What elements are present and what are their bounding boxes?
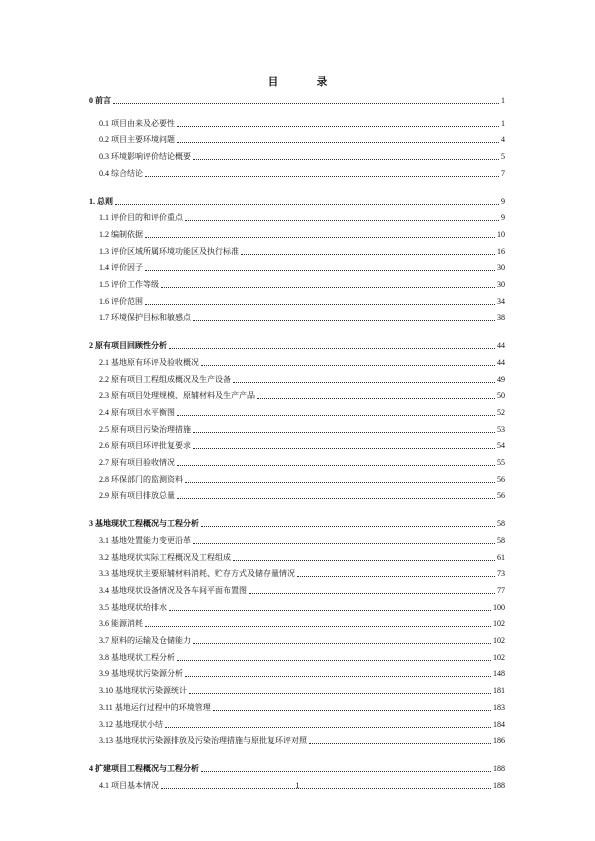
toc-entry-label: 2.7 原有项目验收情况 — [99, 458, 175, 467]
toc-chapter-entry[interactable] — [89, 196, 505, 208]
toc-entry-page: 102 — [493, 636, 505, 645]
toc-section-entry[interactable] — [99, 134, 505, 146]
toc-entry-label: 3 基地现状工程概况与工程分析 — [89, 519, 199, 529]
toc-entry-label: 3.13 基地现状污染源排放及污染治理措施与原批复环评对照 — [99, 736, 307, 746]
toc-section-entry[interactable] — [99, 151, 505, 163]
toc-entry-page: 183 — [493, 702, 505, 712]
toc-section-entry[interactable] — [99, 279, 505, 291]
dot-leader — [193, 543, 495, 544]
dot-leader — [185, 220, 499, 221]
toc-entry-label: 3.10 基地现状污染源统计 — [99, 686, 187, 696]
toc-section-entry[interactable] — [99, 474, 505, 486]
toc-section-entry[interactable] — [99, 585, 505, 597]
toc-entry-label: 3.8 基地现状工程分析 — [99, 652, 175, 662]
dot-leader — [177, 465, 495, 466]
toc-entry-label: 2.4 原有项目水平衡图 — [99, 407, 175, 417]
toc-entry-page: 38 — [497, 313, 505, 323]
toc-entry-label: 2.3 原有项目处理规模、原辅材料及生产产品 — [99, 391, 255, 401]
toc-entry-page: 186 — [493, 736, 505, 746]
toc-entry-page: 77 — [497, 585, 505, 595]
toc-section-entry[interactable] — [99, 652, 505, 664]
dot-leader — [257, 398, 495, 399]
toc-entry-page: 34 — [497, 296, 505, 306]
toc-entry-page: 102 — [493, 652, 505, 662]
toc-entry-label: 3.1 基地处置能力变更沿革 — [99, 535, 191, 545]
toc-title: 目 录 — [267, 77, 342, 88]
dot-leader — [169, 348, 495, 349]
toc-entry-page: 73 — [497, 569, 505, 579]
toc-entry-label: 2.8 环保部门的监测资料 — [99, 474, 183, 484]
dot-leader — [177, 126, 499, 127]
dot-leader — [177, 415, 495, 416]
dot-leader — [177, 498, 495, 499]
dot-leader — [249, 593, 495, 594]
toc-section-entry[interactable] — [99, 246, 505, 258]
toc-entry-page: 148 — [493, 669, 505, 679]
toc-section-entry[interactable] — [99, 490, 505, 502]
toc-section-entry[interactable] — [99, 229, 505, 241]
toc-section-entry[interactable] — [99, 440, 505, 452]
dot-leader — [193, 643, 491, 644]
toc-section-entry[interactable] — [99, 296, 505, 308]
toc-entry-page: 44 — [497, 357, 505, 367]
toc-entry-label: 0.4 综合结论 — [99, 168, 143, 178]
toc-entry-label: 2.9 原有项目排放总量 — [99, 491, 175, 501]
toc-entry-label: 3.5 基地现状给排水 — [99, 602, 167, 612]
toc-section-entry[interactable] — [99, 618, 505, 630]
toc-entry-label: 3.6 能源消耗 — [99, 619, 143, 629]
toc-entry-page: 49 — [497, 374, 505, 384]
toc-chapter-entry[interactable] — [89, 340, 505, 352]
toc-entry-page: 9 — [501, 196, 505, 206]
toc-entry-page: 188 — [493, 763, 505, 773]
toc-entry-page: 30 — [497, 263, 505, 273]
dot-leader — [233, 382, 495, 383]
toc-section-entry[interactable] — [99, 535, 505, 547]
toc-entry-label: 2.5 原有项目污染治理措施 — [99, 424, 191, 434]
dot-leader — [145, 270, 495, 271]
dot-leader — [201, 526, 495, 527]
toc-entry-label: 3.7 原料的运输及仓储能力 — [99, 636, 191, 645]
dot-leader — [201, 771, 491, 772]
toc-entry-page: 53 — [497, 424, 505, 434]
toc-entry-page: 10 — [497, 229, 505, 239]
toc-chapter-entry[interactable] — [89, 95, 505, 107]
dot-leader — [213, 710, 491, 711]
dot-leader — [145, 304, 495, 305]
toc-section-entry[interactable] — [99, 552, 505, 564]
toc-entry-label: 0 前言 — [89, 96, 111, 105]
toc-entry-page: 188 — [493, 780, 505, 790]
toc-entry-page: 55 — [497, 458, 505, 467]
dot-leader — [145, 626, 491, 627]
toc-section-entry[interactable] — [99, 407, 505, 419]
toc-section-entry[interactable] — [99, 118, 505, 130]
toc-entry-page: 102 — [493, 619, 505, 629]
dot-leader — [177, 660, 491, 661]
toc-entry-page: 56 — [497, 491, 505, 501]
toc-section-entry[interactable] — [99, 685, 505, 697]
toc-section-entry[interactable] — [99, 390, 505, 402]
toc-entry-page: 1 — [501, 96, 505, 105]
dot-leader — [193, 432, 495, 433]
toc-entry-label: 2 原有项目回顾性分析 — [89, 341, 167, 351]
toc-entry-label: 1.4 评价因子 — [99, 263, 143, 273]
toc-entry-label: 1.1 评价目的和评价重点 — [99, 213, 183, 223]
toc-chapter-entry[interactable] — [89, 763, 505, 775]
toc-entry-page: 184 — [493, 719, 505, 729]
dot-leader — [241, 254, 495, 255]
toc-entry-label: 0.2 项目主要环境问题 — [99, 135, 175, 145]
toc-entry-label: 1.3 评价区域所属环境功能区及执行标准 — [99, 246, 239, 256]
toc-entry-label: 0.1 项目由来及必要性 — [99, 118, 175, 128]
toc-section-entry[interactable] — [99, 424, 505, 436]
dot-leader — [193, 320, 495, 321]
toc-section-entry[interactable] — [99, 457, 505, 469]
toc-chapter-entry[interactable] — [89, 518, 505, 530]
dot-leader — [193, 159, 499, 160]
toc-entry-label: 2.2 原有项目工程组成概况及生产设备 — [99, 374, 231, 384]
toc-entry-page: 50 — [497, 391, 505, 401]
toc-entry-page: 100 — [493, 602, 505, 612]
toc-entry-page: 56 — [497, 474, 505, 484]
toc-entry-page: 61 — [497, 552, 505, 562]
dot-leader — [201, 365, 495, 366]
toc-section-entry[interactable] — [99, 668, 505, 680]
dot-leader — [145, 176, 499, 177]
toc-entry-label: 0.3 环境影响评价结论概要 — [99, 152, 191, 162]
toc-entry-label: 4 扩建项目工程概况与工程分析 — [89, 763, 199, 773]
dot-leader — [189, 693, 491, 694]
toc-entry-label: 1. 总则 — [89, 196, 113, 206]
dot-leader — [309, 743, 491, 744]
toc-entry-label: 3.12 基地现状小结 — [99, 719, 163, 729]
dot-leader — [185, 676, 491, 677]
toc-section-entry[interactable] — [99, 357, 505, 369]
dot-leader — [115, 204, 499, 205]
toc-section-entry[interactable] — [99, 212, 505, 224]
toc-section-entry[interactable] — [99, 735, 505, 747]
toc-entry-page: 30 — [497, 280, 505, 289]
dot-leader — [113, 103, 499, 104]
toc-section-entry[interactable] — [99, 719, 505, 731]
toc-entry-page: 4 — [501, 135, 505, 145]
toc-entry-label: 4.1 项目基本情况 — [99, 780, 159, 790]
toc-entry-label: 3.11 基地运行过程中的环境管理 — [99, 702, 211, 712]
toc-section-entry[interactable] — [99, 312, 505, 324]
toc-entry-page: 54 — [497, 441, 505, 451]
toc-entry-page: 58 — [497, 519, 505, 529]
toc-section-entry[interactable] — [99, 602, 505, 614]
toc-entry-label: 2.1 基地原有环评及验收概况 — [99, 357, 199, 367]
toc-entry-page: 9 — [501, 213, 505, 223]
toc-section-entry[interactable] — [99, 568, 505, 580]
dot-leader — [145, 237, 495, 238]
toc-entry-page: 52 — [497, 407, 505, 417]
page-number: 1 — [295, 781, 300, 790]
toc-entry-label: 1.7 环境保护目标和敏感点 — [99, 313, 191, 323]
dot-leader — [161, 287, 495, 288]
toc-section-entry[interactable] — [99, 635, 505, 647]
toc-section-entry[interactable] — [99, 374, 505, 386]
dot-leader — [233, 560, 495, 561]
toc-entry-label: 1.5 评价工作等级 — [99, 280, 159, 289]
dot-leader — [297, 576, 495, 577]
dot-leader — [169, 610, 491, 611]
dot-leader — [193, 448, 495, 449]
dot-leader — [165, 727, 491, 728]
toc-entry-label: 1.2 编制依据 — [99, 229, 143, 239]
toc-entry-label: 3.2 基地现状实际工程概况及工程组成 — [99, 552, 231, 562]
toc-section-entry[interactable] — [99, 262, 505, 274]
toc-section-entry[interactable] — [99, 168, 505, 180]
toc-entry-page: 7 — [501, 168, 505, 178]
toc-entry-page: 44 — [497, 341, 505, 351]
dot-leader — [177, 142, 499, 143]
toc-entry-label: 3.4 基地现状设备情况及各车间平面布置图 — [99, 585, 247, 595]
toc-entry-label: 3.3 基地现状主要原辅材料消耗、贮存方式及储存量情况 — [99, 569, 295, 579]
toc-entry-page: 181 — [493, 686, 505, 696]
toc-entry-label: 2.6 原有项目环评批复要求 — [99, 441, 191, 451]
dot-leader — [185, 482, 495, 483]
toc-section-entry[interactable] — [99, 702, 505, 714]
toc-entry-label: 3.9 基地现状污染源分析 — [99, 669, 183, 679]
toc-entry-page: 58 — [497, 535, 505, 545]
toc-entry-page: 1 — [501, 118, 505, 128]
toc-entry-page: 16 — [497, 246, 505, 256]
toc-entry-label: 1.6 评价范围 — [99, 296, 143, 306]
toc-entry-page: 5 — [501, 152, 505, 162]
